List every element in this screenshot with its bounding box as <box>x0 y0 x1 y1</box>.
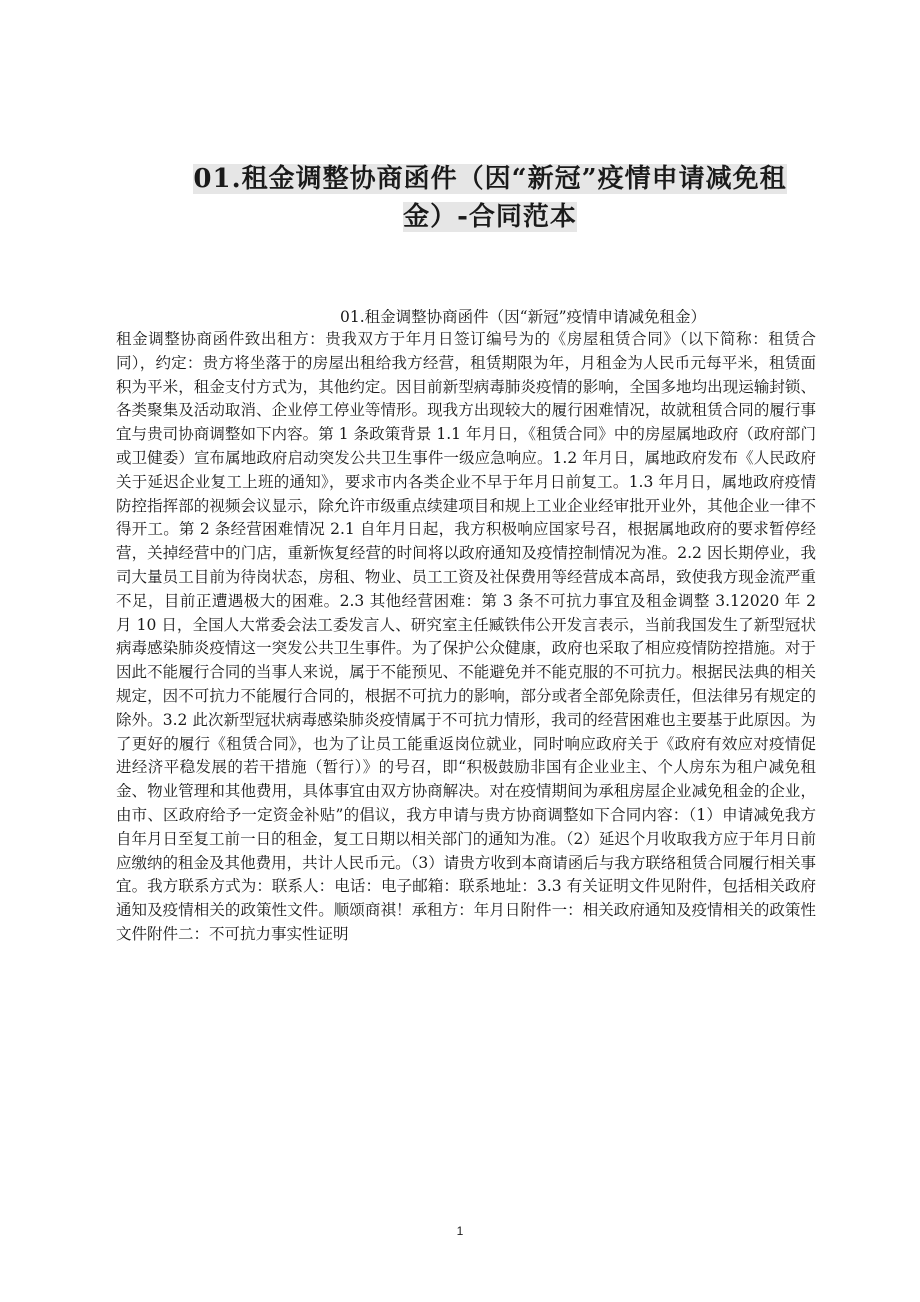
document-body: 租金调整协商函件致出租方：贵我双方于年月日签订编号为的《房屋租赁合同》（以下简称：租赁合同），约定：贵方将坐落于的房屋出租给我方经营，租赁期限为年，月租金为人民币元每平米，租赁面积为平米，租金支付方式为，其他约定。因目前新型病毒肺炎疫情的影响，全国多地均出现运输封锁、各类聚集及活动取消、企业停工停业等情形。现我方出现较大的履行困难情况，故就租赁合同的履行事宜与贵司协商调整如下内容。第 1 条政策背景 1.1 年月日，《租赁合同》中的房屋属地政府（政府部门或卫健委）宣布属地政府启动突发公共卫生事件一级应急响应。1.2 年月日，属地政府发布《人民政府关于延迟企业复工上班的通知》，要求市内各类企业不早于年月日前复工。1.3 年月日，属地政府疫情防控指挥部的视频会议显示，除允许市级重点续建项目和规上工业企业经审批开业外，其他企业一律不得开工。第 2 条经营困难情况 2.1 自年月日起，我方积极响应国家号召，根据属地政府的要求暂停经营，关掉经营中的门店，重新恢复经营的时间将以政府通知及疫情控制情况为准。2.2 因长期停业，我司大量员工目前为待岗状态，房租、物业、员工工资及社保费用等经营成本高昂，致使我方现金流严重不足，目前正遭遇极大的困难。2.3 其他经营困难：第 3 条不可抗力事宜及租金调整 3.12020 年 2 月 10 日，全国人大常委会法工委发言人、研究室主任臧铁伟公开发言表示，当前我国发生了新型冠状病毒感染肺炎疫情这一突发公共卫生事件。为了保护公众健康，政府也采取了相应疫情防控措施。对于因此不能履行合同的当事人来说，属于不能预见、不能避免并不能克服的不可抗力。根据民法典的相关规定，因不可抗力不能履行合同的，根据不可抗力的影响，部分或者全部免除责任，但法律另有规定的除外。3.2 此次新型冠状病毒感染肺炎疫情属于不可抗力情形，我司的经营困难也主要基于此原因。为了更好的履行《租赁合同》，也为了让员工能重返岗位就业，同时响应政府关于《政府有效应对疫情促进经济平稳发展的若干措施（暂行）》的号召，即“积极鼓励非国有企业业主、个人房东为租户减免租金、物业管理和其他费用，具体事宜由双方协商解决。对在疫情期间为承租房屋企业减免租金的企业，由市、区政府给予一定资金补贴”的倡议，我方申请与贵方协商调整如下合同内容：（1）申请减免我方自年月日至复工前一日的租金，复工日期以相关部门的通知为准。（2）延迟个月收取我方应于年月日前应缴纳的租金及其他费用，共计人民币元。（3）请贵方收到本商请函后与我方联络租赁合同履行相关事宜。我方联系方式为：联系人：电话：电子邮箱：联系地址：3.3 有关证明文件见附件，包括相关政府通知及疫情相关的政策性文件。顺颂商祺！承租方：年月日附件一：相关政府通知及疫情相关的政策性文件附件二：不可抗力事实性证明 <box>116 330 816 943</box>
document-title <box>170 160 810 236</box>
document-title-text: 01.租金调整协商函件（因“新冠”疫情申请减免租金）-合同范本 <box>193 164 787 232</box>
page-number: 1 <box>456 1224 464 1238</box>
document-subtitle: 01.租金调整协商函件（因“新冠”疫情申请减免租金） <box>340 308 706 326</box>
